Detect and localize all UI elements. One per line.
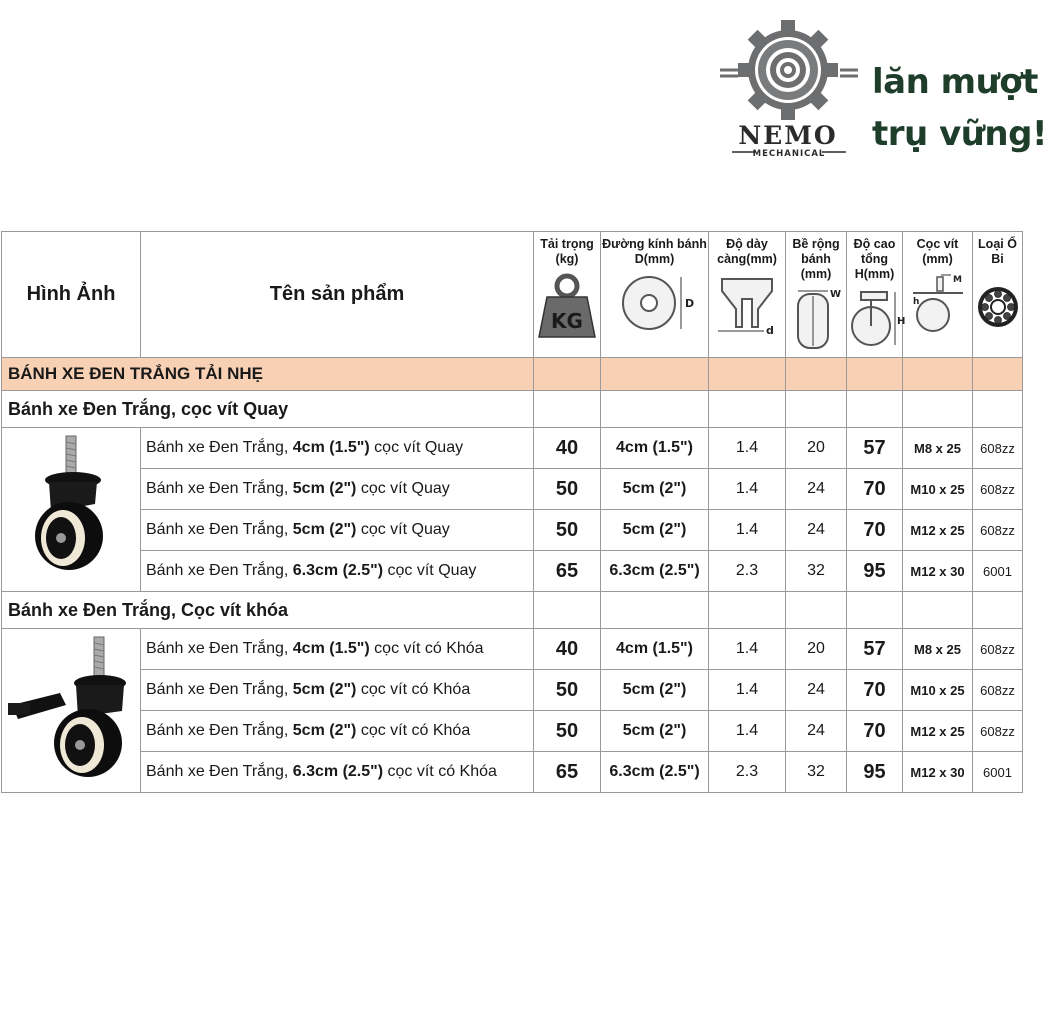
thickness-cell: 1.4 [709, 670, 786, 711]
svg-text:M: M [952, 275, 962, 285]
svg-text:H: H [897, 316, 906, 327]
width-cell: 24 [786, 670, 847, 711]
product-name: Bánh xe Đen Trắng, 5cm (2") cọc vít Quay [141, 469, 534, 510]
group-title: Bánh xe Đen Trắng, cọc vít Quay [2, 391, 534, 428]
diameter-cell: 4cm (1.5") [601, 428, 709, 469]
product-name: Bánh xe Đen Trắng, 6.3cm (2.5") cọc vít có Khóa [141, 752, 534, 793]
bearing-cell: 608zz [973, 629, 1023, 670]
table-row [2, 711, 1023, 752]
section-row [2, 358, 1023, 391]
group-title: Bánh xe Đen Trắng, Cọc vít khóa [2, 592, 534, 629]
bearing-cell: 608zz [973, 428, 1023, 469]
total-height-icon [847, 288, 906, 350]
load-cell: 50 [534, 510, 601, 551]
width-cell: 20 [786, 629, 847, 670]
diameter-cell: 5cm (2") [601, 469, 709, 510]
width-cell: 32 [786, 551, 847, 592]
thickness-cell: 1.4 [709, 428, 786, 469]
slogan-line-1: lăn mượt [872, 62, 1038, 102]
thickness-cell: 1.4 [709, 629, 786, 670]
header-load [534, 232, 601, 358]
screw-cell: M8 x 25 [903, 428, 973, 469]
group-header-row [2, 391, 1023, 428]
header-thickness [709, 232, 786, 358]
height-cell: 57 [847, 629, 903, 670]
height-cell: 70 [847, 469, 903, 510]
fork-thickness-icon [714, 273, 780, 335]
table-row [2, 629, 1023, 670]
screw-cell: M10 x 25 [903, 469, 973, 510]
height-cell: 57 [847, 428, 903, 469]
table-row [2, 469, 1023, 510]
brand-logo [718, 20, 868, 160]
width-cell: 24 [786, 711, 847, 752]
thickness-cell: 1.4 [709, 510, 786, 551]
diameter-cell: 5cm (2") [601, 670, 709, 711]
diameter-cell: 4cm (1.5") [601, 629, 709, 670]
bearing-cell: 608zz [973, 670, 1023, 711]
bearing-cell: 608zz [973, 469, 1023, 510]
product-name: Bánh xe Đen Trắng, 4cm (1.5") cọc vít có Khóa [141, 629, 534, 670]
svg-text:KG: KG [551, 309, 583, 333]
product-name: Bánh xe Đen Trắng, 5cm (2") cọc vít có Khóa [141, 670, 534, 711]
load-cell: 50 [534, 711, 601, 752]
load-cell: 65 [534, 551, 601, 592]
product-name: Bánh xe Đen Trắng, 5cm (2") cọc vít có Khóa [141, 711, 534, 752]
height-cell: 70 [847, 670, 903, 711]
screw-cell: M12 x 25 [903, 711, 973, 752]
slogan-line-2: trụ vững! [872, 114, 1047, 154]
header-width [786, 232, 847, 358]
header-load-label: Tải trọng (kg) [540, 237, 594, 266]
header-diameter-label: Đường kính bánh D(mm) [602, 237, 707, 266]
header-bearing [973, 232, 1023, 358]
diameter-cell: 5cm (2") [601, 510, 709, 551]
diameter-cell: 6.3cm (2.5") [601, 752, 709, 793]
header-height-label: Độ cao tổng H(mm) [853, 237, 896, 281]
header-height [847, 232, 906, 358]
thickness-cell: 1.4 [709, 469, 786, 510]
header-screw-label: Cọc vít (mm) [916, 237, 959, 266]
height-cell: 70 [847, 510, 903, 551]
header-bearing-label: Loại Ổ Bi [978, 237, 1017, 266]
width-cell: 24 [786, 510, 847, 551]
bearing-cell: 608zz [973, 711, 1023, 752]
width-cell: 24 [786, 469, 847, 510]
screw-cell: M12 x 25 [903, 510, 973, 551]
svg-text:d: d [766, 324, 774, 337]
load-cell: 40 [534, 428, 601, 469]
height-cell: 95 [847, 752, 903, 793]
load-cell: 65 [534, 752, 601, 793]
width-cell: 32 [786, 752, 847, 793]
thickness-cell: 2.3 [709, 551, 786, 592]
screw-cell: M8 x 25 [903, 629, 973, 670]
weight-icon [537, 273, 597, 339]
diameter-cell: 6.3cm (2.5") [601, 551, 709, 592]
section-title: BÁNH XE ĐEN TRẮNG TẢI NHẸ [2, 358, 534, 391]
screw-cell: M12 x 30 [903, 752, 973, 793]
bearing-icon [975, 273, 1021, 335]
brand-subtitle: MECHANICAL [752, 149, 826, 159]
table-row [2, 752, 1023, 793]
wheel-diameter-icon [617, 273, 693, 335]
table-row [2, 670, 1023, 711]
group-header-row [2, 592, 1023, 629]
table-row [2, 428, 1023, 469]
screw-cell: M10 x 25 [903, 670, 973, 711]
height-cell: 95 [847, 551, 903, 592]
load-cell: 50 [534, 670, 601, 711]
height-cell: 70 [847, 711, 903, 752]
svg-text:D: D [684, 297, 694, 310]
header-thickness-label: Độ dày càng(mm) [717, 237, 777, 266]
load-cell: 50 [534, 469, 601, 510]
svg-text:h: h [912, 297, 919, 307]
bearing-cell: 6001 [973, 551, 1023, 592]
header-product-name: Tên sản phẩm [141, 232, 534, 358]
header-screw [903, 232, 973, 358]
header-width-label: Bề rộng bánh (mm) [792, 237, 840, 281]
header-diameter [601, 232, 709, 358]
thickness-cell: 1.4 [709, 711, 786, 752]
table-row [2, 551, 1023, 592]
slogan [872, 56, 1047, 160]
header-row [2, 232, 1023, 358]
swivel-caster-image [2, 428, 141, 592]
thickness-cell: 2.3 [709, 752, 786, 793]
product-name: Bánh xe Đen Trắng, 5cm (2") cọc vít Quay [141, 510, 534, 551]
product-name: Bánh xe Đen Trắng, 6.3cm (2.5") cọc vít Quay [141, 551, 534, 592]
screw-stem-icon [907, 273, 969, 335]
brand-name: NEMO [738, 121, 838, 150]
load-cell: 40 [534, 629, 601, 670]
width-cell: 20 [786, 428, 847, 469]
bearing-cell: 6001 [973, 752, 1023, 793]
svg-text:W: W [830, 289, 842, 300]
locking-caster-image [2, 629, 141, 793]
screw-cell: M12 x 30 [903, 551, 973, 592]
wheel-width-icon [790, 288, 842, 350]
header-image: Hình Ảnh [2, 232, 141, 358]
bearing-cell: 608zz [973, 510, 1023, 551]
diameter-cell: 5cm (2") [601, 711, 709, 752]
product-name: Bánh xe Đen Trắng, 4cm (1.5") cọc vít Quay [141, 428, 534, 469]
table-row [2, 510, 1023, 551]
spec-table [1, 231, 1023, 793]
